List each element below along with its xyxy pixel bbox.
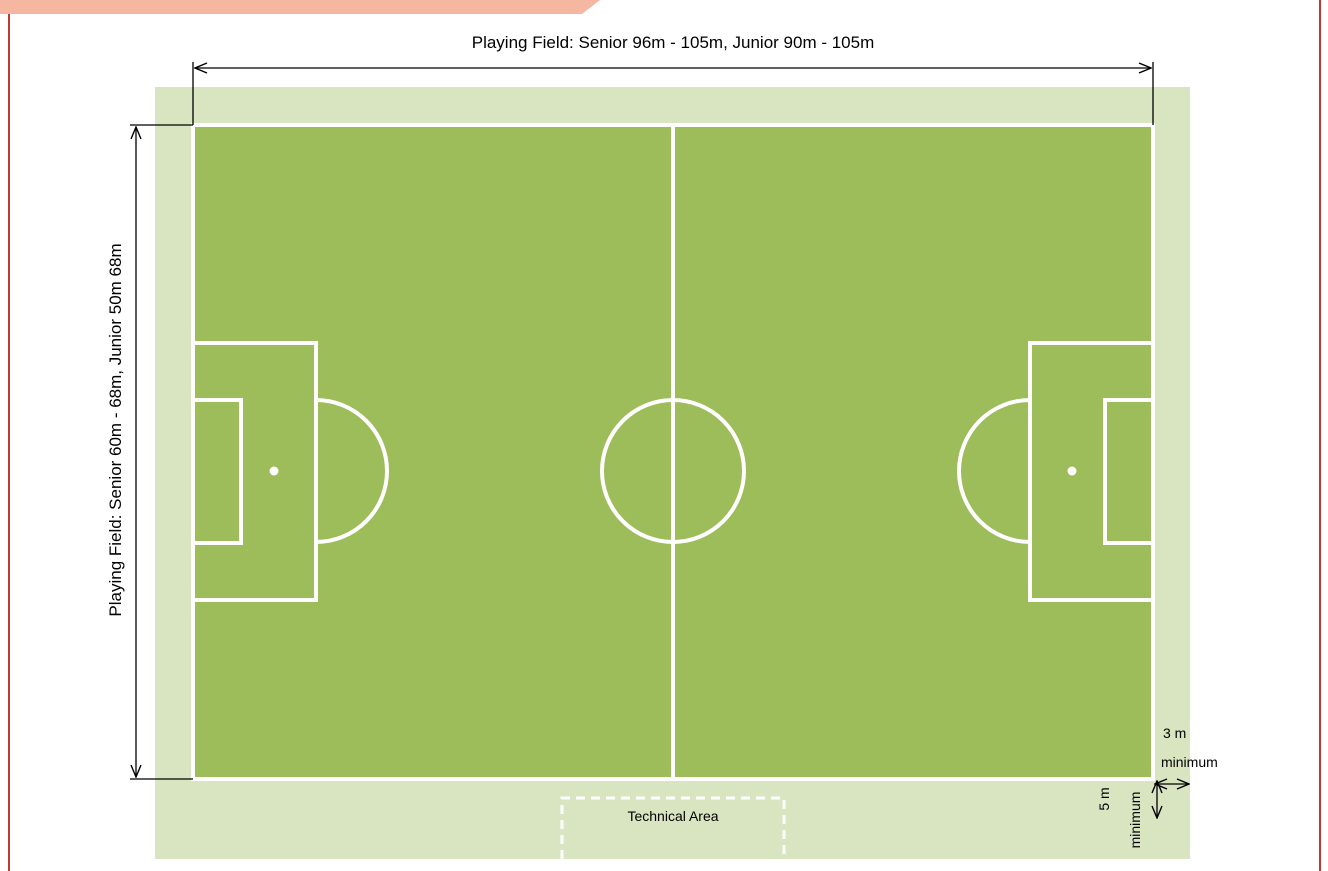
end-clearance-value: 5 m xyxy=(1096,787,1112,811)
end-clearance-note: minimum xyxy=(1127,791,1143,849)
left-penalty-spot xyxy=(270,467,279,476)
right-penalty-spot xyxy=(1068,467,1077,476)
width-dimension-label: Playing Field: Senior 60m - 68m, Junior 50m 68m xyxy=(106,243,125,617)
side-clearance-value: 3 m xyxy=(1163,725,1187,741)
side-clearance-note: minimum xyxy=(1161,754,1218,770)
technical-area-label: Technical Area xyxy=(627,808,719,824)
length-dimension-label: Playing Field: Senior 96m - 105m, Junior 90m - 105m xyxy=(471,33,875,52)
